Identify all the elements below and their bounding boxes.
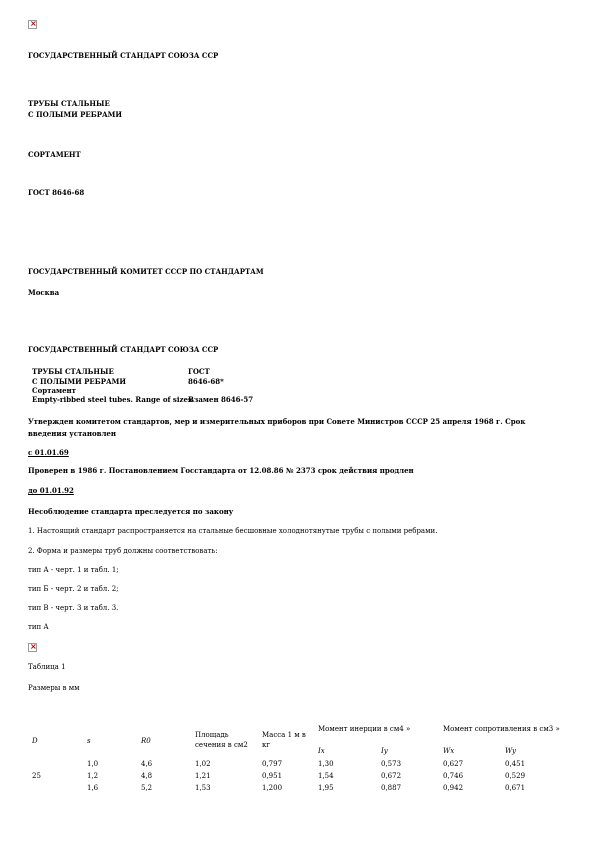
cell-iy: 0,573 — [381, 760, 402, 768]
col-header-ix: Ix — [318, 747, 325, 755]
cell-wy: 0,671 — [505, 784, 526, 792]
col-header-area: Площадь сечения в см2 — [195, 731, 248, 749]
city: Москва — [28, 288, 60, 297]
broken-image-icon: × — [30, 19, 37, 28]
type-b-item: тип Б - черт. 2 и табл. 2; — [28, 585, 119, 593]
header-english-title: Empty-ribbed steel tubes. Range of sizes. — [32, 395, 195, 404]
approval-text: Утвержден комитетом стандартов, мер и измерительных приборов при Совете Министров СССР 25 апреля 1968 г. Срок введения установлен — [28, 417, 526, 438]
col-header-wy: Wy — [505, 747, 516, 755]
table-caption: Таблица 1 — [28, 663, 66, 671]
header-gost-number: 8646-68* — [188, 377, 224, 386]
cell-iy: 0,672 — [381, 772, 402, 780]
header-subtitle: Сортамент — [32, 386, 77, 395]
paragraph-2: 2. Форма и размеры труб должны соответствовать: — [28, 547, 218, 555]
broken-image-icon: × — [30, 642, 37, 651]
state-standard-heading-2: ГОСУДАРСТВЕННЫЙ СТАНДАРТ СОЮЗА ССР — [28, 345, 219, 354]
header-title-line-2: С ПОЛЫМИ РЕБРАМИ — [32, 377, 127, 386]
checked-text: Проверен в 1986 г. Постановлением Госстандарта от 12.08.86 № 2373 срок действия продлен — [28, 466, 414, 475]
cell-ix: 1,54 — [318, 772, 334, 780]
type-a-item: тип А - черт. 1 и табл. 1; — [28, 566, 119, 574]
cell-area: 1,53 — [195, 784, 211, 792]
cell-r0: 4,6 — [141, 760, 153, 768]
header-replaces: Взамен 8646-57 — [188, 395, 254, 404]
assortment-heading: СОРТАМЕНТ — [28, 150, 81, 159]
cell-s: 1,6 — [87, 784, 99, 792]
cell-d: 25 — [32, 772, 41, 780]
gost-number: ГОСТ 8646-68 — [28, 188, 85, 197]
extended-date: до 01.01.92 — [28, 486, 74, 495]
col-header-iy: Iy — [381, 747, 388, 755]
header-gost-label: ГОСТ — [188, 367, 210, 376]
cell-wx: 0,746 — [443, 772, 464, 780]
cell-mass: 0,951 — [262, 772, 283, 780]
cell-area: 1,02 — [195, 760, 211, 768]
col-header-r0: R0 — [141, 737, 151, 745]
cell-ix: 1,95 — [318, 784, 334, 792]
cell-wy: 0,529 — [505, 772, 526, 780]
col-header-d: D — [32, 737, 38, 745]
header-title-line-1: ТРУБЫ СТАЛЬНЫЕ — [32, 367, 114, 376]
title-line-1: ТРУБЫ СТАЛЬНЫЕ — [28, 99, 110, 108]
effective-date: с 01.01.69 — [28, 448, 69, 457]
cell-r0: 5,2 — [141, 784, 153, 792]
committee-heading: ГОСУДАРСТВЕННЫЙ КОМИТЕТ СССР ПО СТАНДАРТАМ — [28, 267, 264, 276]
dimensions-note: Размеры в мм — [28, 684, 80, 692]
law-notice: Несоблюдение стандарта преследуется по закону — [28, 507, 234, 516]
cell-wy: 0,451 — [505, 760, 526, 768]
col-header-s: s — [87, 737, 91, 745]
col-header-wx: Wx — [443, 747, 455, 755]
title-line-2: С ПОЛЫМИ РЕБРАМИ — [28, 110, 123, 119]
cell-s: 1,0 — [87, 760, 99, 768]
state-standard-heading: ГОСУДАРСТВЕННЫЙ СТАНДАРТ СОЮЗА ССР — [28, 51, 219, 60]
cell-s: 1,2 — [87, 772, 99, 780]
col-header-mass: Масса 1 м в кг — [262, 731, 306, 749]
cell-ix: 1,30 — [318, 760, 334, 768]
cell-wx: 0,942 — [443, 784, 464, 792]
cell-iy: 0,887 — [381, 784, 402, 792]
cell-mass: 1,200 — [262, 784, 283, 792]
cell-area: 1,21 — [195, 772, 211, 780]
col-header-resistance: Момент сопротивления в см3 » — [443, 725, 560, 733]
col-header-inertia: Момент инерции в см4 » — [318, 725, 411, 733]
type-a-label: тип А — [28, 623, 49, 631]
cell-wx: 0,627 — [443, 760, 464, 768]
cell-r0: 4,8 — [141, 772, 153, 780]
type-v-item: тип В - черт. 3 и табл. 3. — [28, 604, 119, 612]
paragraph-1: 1. Настоящий стандарт распространяется на стальные бесшовные холоднотянутые трубы с полыми ребрами. — [28, 527, 438, 535]
cell-mass: 0,797 — [262, 760, 283, 768]
